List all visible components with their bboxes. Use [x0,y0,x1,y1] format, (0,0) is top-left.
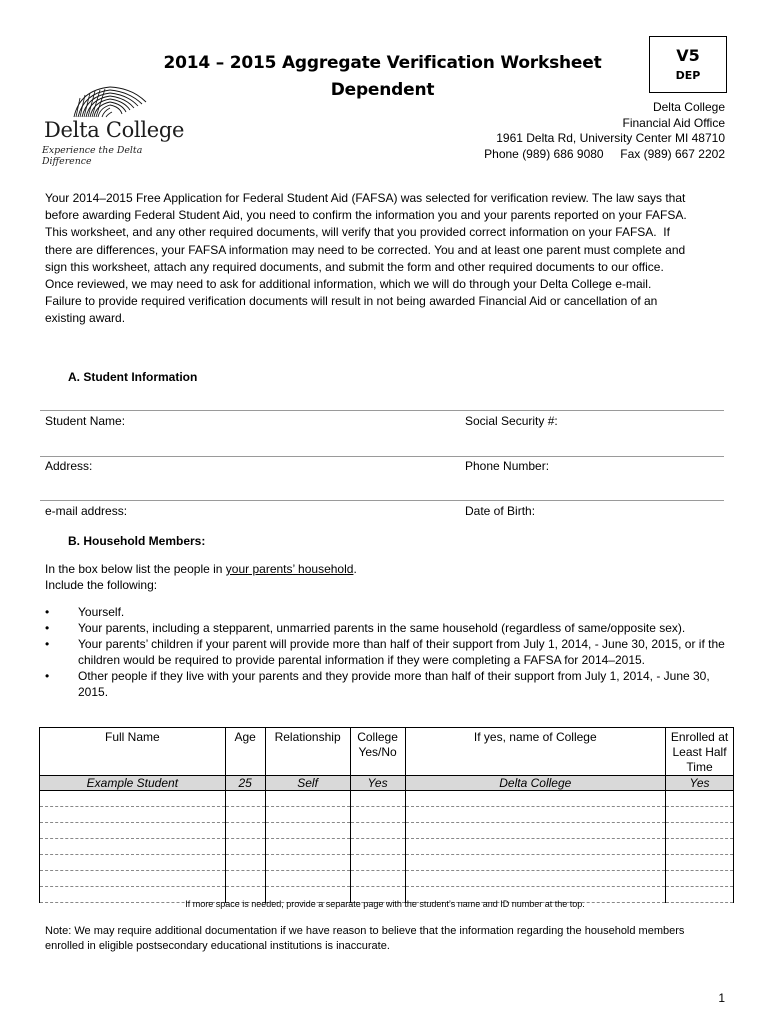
cell[interactable] [40,823,226,839]
note-paragraph [45,924,735,953]
version-box [649,36,727,93]
example-row [40,776,734,791]
cell[interactable] [225,855,265,871]
example-full-name: Example Student [40,776,226,791]
intro-line: Failure to provide required verification documents will result in not being awarded Financial Aid or cancellation of an [45,294,658,309]
address-line-1: Delta College [652,100,725,114]
header-college-yn: College Yes/No [350,728,405,776]
table-row[interactable] [40,807,734,823]
phone-field[interactable]: Phone Number: [465,459,550,473]
cell[interactable] [265,871,350,887]
section-a-heading: A. Student Information [68,370,198,384]
address-line-2: Financial Aid Office [622,115,725,130]
cell[interactable] [225,791,265,807]
space-note: If more space is needed, provide a separate page with the student’s name and ID number at the top. [185,899,585,909]
cell[interactable] [350,855,405,871]
list-item: • Your parents, including a stepparent, unmarried parents in the same household (regardless of same/opposite sex). [45,620,725,636]
cell[interactable] [350,839,405,855]
cell[interactable] [666,839,734,855]
cell[interactable] [350,791,405,807]
household-intro-end: . [353,562,357,576]
intro-line: Once reviewed, we may need to ask for additional information, which we will do through your Delta College e-mail. [45,277,652,292]
cell[interactable] [405,823,665,839]
address-line-3: 1961 Delta Rd, University Center MI 48710 [496,131,725,145]
note-line-2: enrolled in eligible postsecondary educational institutions is inaccurate. [45,939,390,952]
household-table [39,727,734,903]
household-bullet-list [45,604,725,700]
intro-line: sign this worksheet, attach any required documents, and submit the form and other required documents to our office. [45,259,664,274]
cell[interactable] [40,855,226,871]
title-line-2: Dependent [330,80,435,100]
list-item: • Other people if they live with your parents and they provide more than half of their support from July 1, 2014, - June 30, 2015. [45,668,725,700]
header-enrolled: Enrolled at Least Half Time [666,728,734,776]
cell[interactable] [225,823,265,839]
example-college-name: Delta College [405,776,665,791]
version-label: V5 [676,46,700,65]
intro-line: Your 2014–2015 Free Application for Federal Student Aid (FAFSA) was selected for verification review. The law says that [45,191,686,205]
table-row[interactable] [40,791,734,807]
title-line-1: 2014 – 2015 Aggregate Verification Worksheet [163,53,602,73]
ssn-field[interactable]: Social Security #: [465,414,558,428]
table-header-row [40,728,734,776]
header-college-name: If yes, name of College [405,728,665,776]
cell[interactable] [225,839,265,855]
email-field[interactable]: e-mail address: [45,504,128,518]
cell[interactable] [265,823,350,839]
cell[interactable] [405,807,665,823]
logo-name: Delta College [44,118,185,142]
cell[interactable] [666,871,734,887]
cell[interactable] [666,807,734,823]
page-number: 1 [718,991,725,1005]
divider [40,500,724,501]
cell[interactable] [405,839,665,855]
note-line-1: Note: We may require additional documentation if we have reason to believe that the information regarding the household members [45,925,685,937]
list-item: • Your parents’ children if your parent will provide more than half of their support from July 1, 2014, - June 30, 2015, or if the children would be required to provide parental information if they were completing a FAFSA for 2014–2015. [45,636,725,668]
cell[interactable] [666,855,734,871]
example-enrolled: Yes [666,776,734,791]
cell[interactable] [265,791,350,807]
header-full-name: Full Name [40,728,226,776]
household-intro-line-2: Include the following: [45,578,158,592]
cell[interactable] [350,807,405,823]
table-row[interactable] [40,855,734,871]
logo-tagline: Experience the Delta Difference [42,145,143,167]
cell[interactable] [40,807,226,823]
intro-line: before awarding Federal Student Aid, you need to confirm the information you and your parents reported on your FAFSA. [45,208,687,223]
office-address [484,100,725,162]
cell[interactable] [350,871,405,887]
table-row[interactable] [40,839,734,855]
divider [40,456,724,457]
list-item: • Yourself. [45,604,725,620]
cell[interactable] [666,887,734,903]
example-age: 25 [225,776,265,791]
cell[interactable] [225,807,265,823]
household-intro [45,561,357,593]
cell[interactable] [40,871,226,887]
cell[interactable] [40,839,226,855]
example-college-yn: Yes [350,776,405,791]
logo-arc-icon [70,84,150,118]
delta-college-logo [40,84,190,167]
cell[interactable] [265,855,350,871]
version-sub-label: DEP [675,69,701,82]
cell[interactable] [265,807,350,823]
table-row[interactable] [40,871,734,887]
cell[interactable] [40,791,226,807]
cell[interactable] [405,791,665,807]
intro-paragraph [45,190,735,328]
divider [40,410,724,411]
cell[interactable] [666,791,734,807]
intro-line: there are differences, your FAFSA information may need to be corrected. You and at least one parent must complete and [45,242,686,257]
header-age: Age [225,728,265,776]
header-relationship: Relationship [265,728,350,776]
cell[interactable] [405,855,665,871]
intro-line: This worksheet, and any other required documents, will verify that you provided correct information on your FAFSA. If [45,225,670,240]
student-name-field[interactable]: Student Name: [45,414,126,428]
section-b-heading: B. Household Members: [68,534,206,548]
cell[interactable] [350,823,405,839]
household-intro-underlined: your parents’ household [225,562,354,576]
address-field[interactable]: Address: [45,459,93,473]
cell[interactable] [666,823,734,839]
worksheet-title [160,50,605,104]
address-line-4: Phone (989) 686 9080 Fax (989) 667 2202 [484,146,725,161]
cell[interactable] [265,839,350,855]
dob-field[interactable]: Date of Birth: [465,504,536,518]
cell[interactable] [225,871,265,887]
example-relationship: Self [265,776,350,791]
household-intro-text: In the box below list the people in [45,562,226,576]
intro-line: existing award. [45,311,126,326]
cell[interactable] [405,871,665,887]
table-row[interactable] [40,823,734,839]
